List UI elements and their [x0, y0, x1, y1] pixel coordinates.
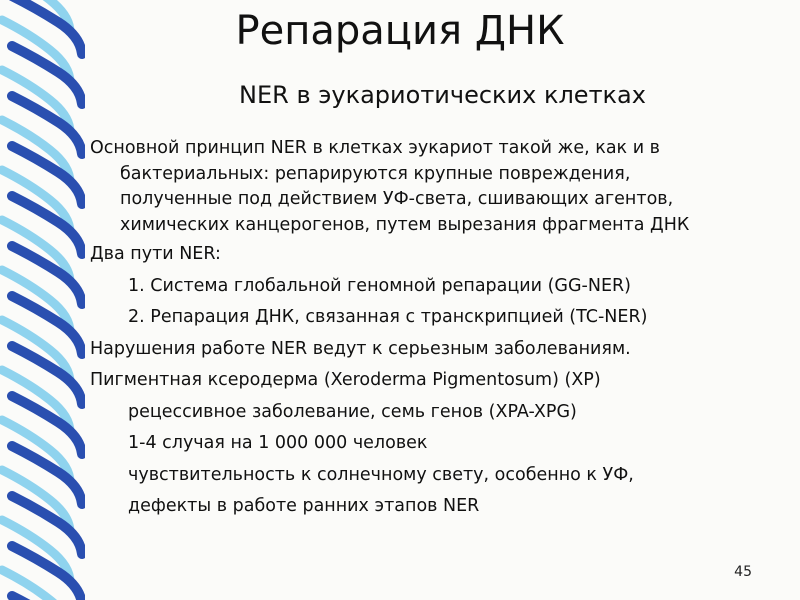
xp-fact: дефекты в работе ранних этапов NER [128, 496, 480, 516]
intro-paragraph: Основной принцип NER в клетках эукариот такой же, как и в бактериальных: репарируются крупные повреждения, полученные под действием УФ-света, сшивающих агентов, химических канцерогенов, путем вырезания фрагмента ДНК [90, 138, 690, 235]
xp-heading: Пигментная ксеродерма (Xeroderma Pigmentosum) (XP) [90, 370, 601, 390]
pathway-item: 2. Репарация ДНК, связанная с транскрипцией (TC-NER) [128, 307, 648, 327]
xp-fact: 1-4 случая на 1 000 000 человек [128, 433, 428, 453]
disorders-text: Нарушения работе NER ведут к серьезным заболеваниям. [90, 338, 631, 359]
page-number: 45 [734, 564, 752, 580]
slide-title: Репарация ДНК [235, 8, 565, 54]
xp-fact: рецессивное заболевание, семь генов (XPA-XPG) [128, 401, 577, 422]
xp-fact: чувствительность к солнечному свету, особенно к УФ, [128, 464, 634, 485]
pathway-item: 1. Система глобальной геномной репарации (GG-NER) [128, 275, 631, 296]
slide-subtitle: NER в эукариотических клетках [239, 81, 646, 109]
pathways-heading: Два пути NER: [90, 244, 221, 264]
slide-body [90, 136, 775, 520]
